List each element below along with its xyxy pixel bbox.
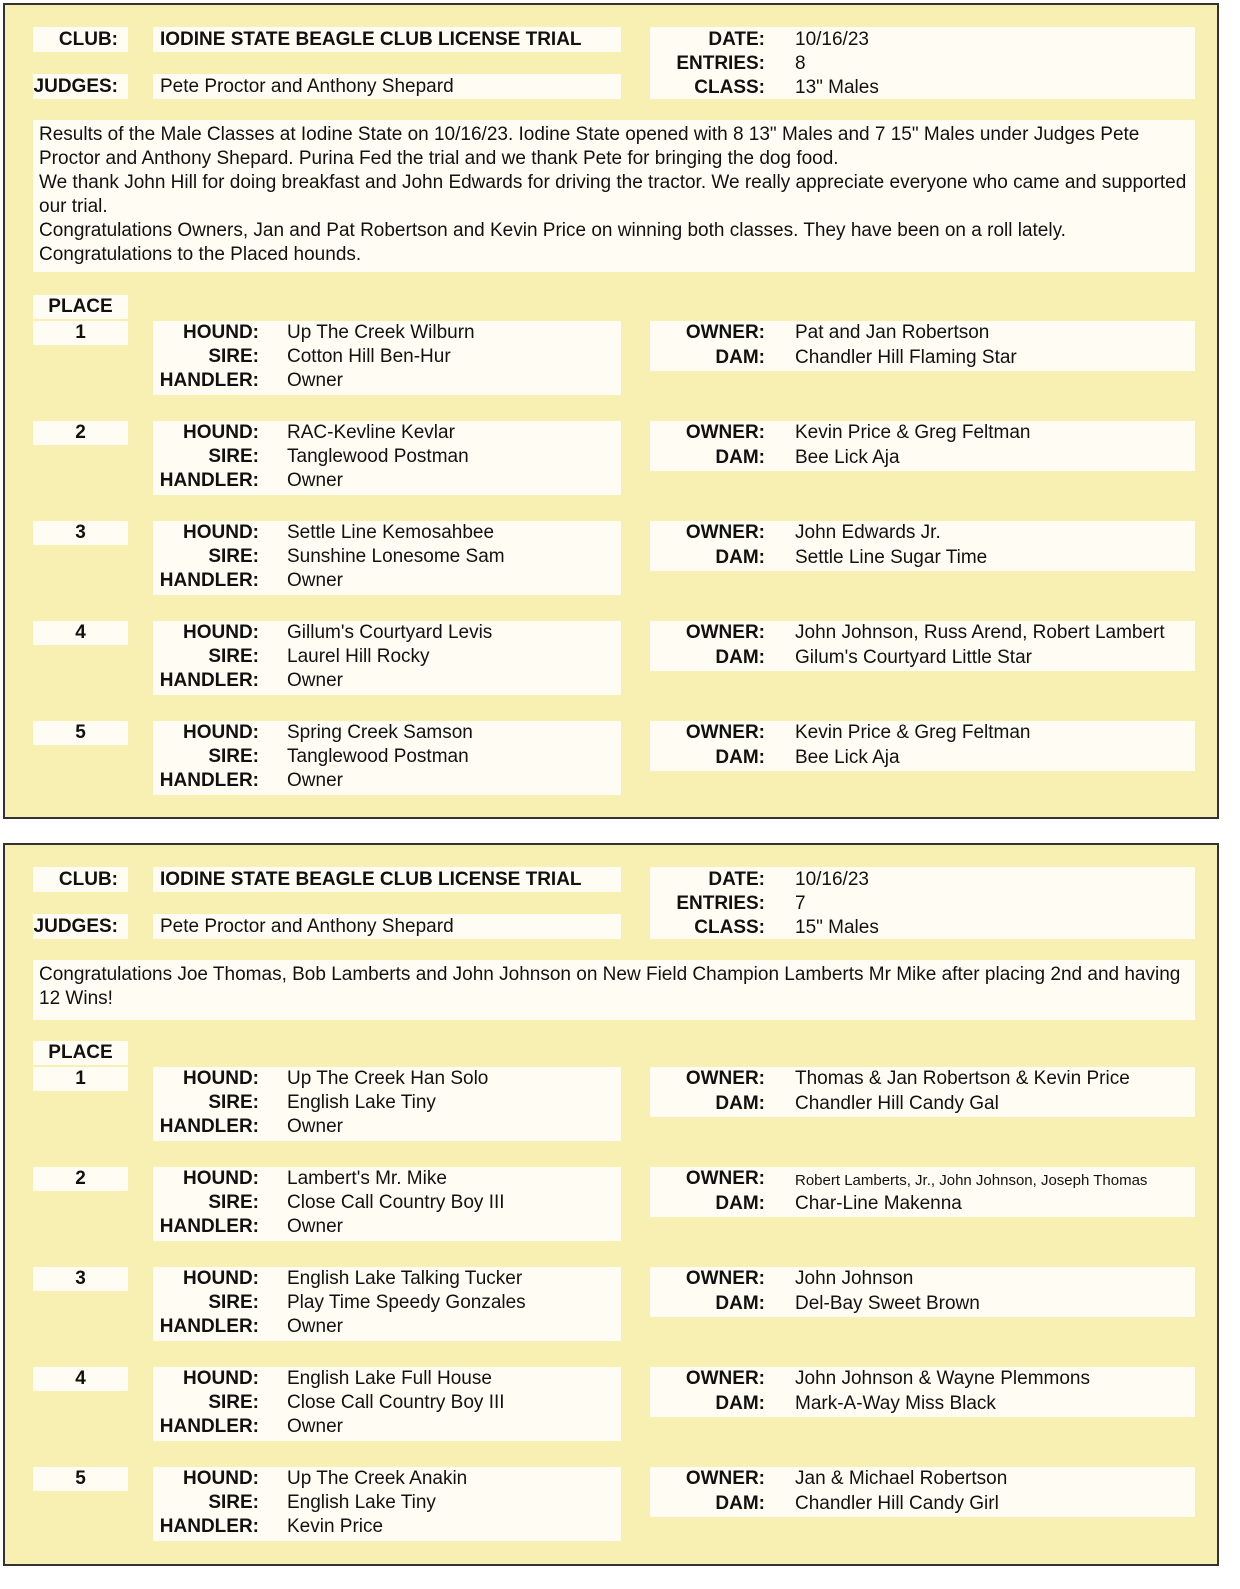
sire-value: Close Call Country Boy III [287,1192,505,1213]
class-label: CLASS: [694,917,765,938]
owner-info-box [650,721,1195,771]
sire-value: Tanglewood Postman [287,746,469,767]
handler-row [153,1416,621,1440]
hound-row [153,1068,621,1092]
trial-info-box [650,27,1195,99]
judges-label-box [33,74,128,99]
handler-row [153,370,621,394]
handler-label: HANDLER: [159,370,259,391]
handler-value: Owner [287,1416,343,1437]
owner-info-box [650,1167,1195,1217]
dam-row [650,1393,1195,1417]
handler-label: HANDLER: [159,1516,259,1537]
hound-info-box [153,1067,621,1141]
owner-label: OWNER: [685,722,765,743]
owner-info-box [650,1067,1195,1117]
club-name: IODINE STATE BEAGLE CLUB LICENSE TRIAL [160,869,582,890]
place-header [33,295,128,319]
announcement-text [33,960,1195,1020]
sire-row [153,1192,621,1216]
place-number [33,321,128,345]
judges-value: Pete Proctor and Anthony Shepard [160,76,454,97]
dam-value: Chandler Hill Candy Gal [795,1093,999,1114]
hound-row [153,1168,621,1192]
sire-label: SIRE: [208,1092,259,1113]
hound-value: English Lake Talking Tucker [287,1268,523,1289]
owner-label: OWNER: [685,422,765,443]
hound-label: HOUND: [183,322,259,343]
owner-label: OWNER: [685,1468,765,1489]
sire-row [153,446,621,470]
hound-label: HOUND: [183,1468,259,1489]
hound-info-box [153,621,621,695]
owner-row [650,1068,1195,1092]
dam-label: DAM: [715,347,765,368]
sire-label: SIRE: [208,546,259,567]
dam-row [650,1293,1195,1317]
club-label: CLUB: [58,29,118,50]
handler-value: Owner [287,570,343,591]
judges-value: Pete Proctor and Anthony Shepard [160,916,454,937]
handler-label: HANDLER: [159,770,259,791]
handler-row [153,470,621,494]
hound-info-box [153,1267,621,1341]
owner-info-box [650,1267,1195,1317]
dam-value: Gilum's Courtyard Little Star [795,647,1032,668]
dam-label: DAM: [715,1393,765,1414]
hound-label: HOUND: [183,722,259,743]
owner-info-box [650,1367,1195,1417]
place-number [33,1267,128,1291]
club-label: CLUB: [58,869,118,890]
handler-value: Owner [287,470,343,491]
owner-value: Robert Lamberts, Jr., John Johnson, Joseph Thomas [795,1172,1148,1189]
handler-value: Owner [287,770,343,791]
announcement-line: Congratulations to the Placed hounds. [39,244,362,265]
owner-info-box [650,1467,1195,1517]
dam-value: Chandler Hill Flaming Star [795,347,1017,368]
dam-row [650,547,1195,571]
entries-value: 8 [795,53,806,74]
dam-label: DAM: [715,1493,765,1514]
owner-row [650,522,1195,546]
sire-row [153,1392,621,1416]
dam-label: DAM: [715,447,765,468]
handler-row [153,770,621,794]
club-name-box [153,27,621,52]
sire-value: Close Call Country Boy III [287,1392,505,1413]
owner-row [650,722,1195,746]
owner-info-box [650,521,1195,571]
handler-row [153,1516,621,1540]
hound-row [153,322,621,346]
sire-label: SIRE: [208,1492,259,1513]
judges-box [153,914,621,939]
hound-value: RAC-Kevline Kevlar [287,422,455,443]
owner-label: OWNER: [685,1168,765,1189]
place-label: PLACE [48,1042,113,1063]
hound-info-box [153,321,621,395]
announcement-line: Congratulations Joe Thomas, Bob Lamberts and John Johnson on New Field Champion Lamberts Mr Mike after placing 2nd and having 12 Wins! [39,964,1181,1009]
sire-row [153,1292,621,1316]
hound-row [153,1268,621,1292]
dam-row [650,747,1195,771]
owner-info-box [650,621,1195,671]
dam-row [650,1493,1195,1517]
announcement-line: Results of the Male Classes at Iodine State on 10/16/23. Iodine State opened with 8 13" Males and 7 15" Males under Judges Pete Proctor and Anthony Shepard. Purina Fed the trial and we thank Pete for bringing the dog food. [39,124,1140,169]
sire-value: English Lake Tiny [287,1492,436,1513]
place-number [33,1167,128,1191]
place-value: 2 [75,1168,86,1189]
owner-value: John Johnson, Russ Arend, Robert Lambert [795,622,1165,643]
sire-label: SIRE: [208,1392,259,1413]
owner-row [650,622,1195,646]
handler-value: Owner [287,370,343,391]
place-label: PLACE [48,296,113,317]
hound-row [153,1468,621,1492]
owner-value: Thomas & Jan Robertson & Kevin Price [795,1068,1130,1089]
results-panel-1 [3,3,1219,819]
hound-value: Settle Line Kemosahbee [287,522,495,543]
sire-row [153,546,621,570]
sire-label: SIRE: [208,1292,259,1313]
handler-label: HANDLER: [159,470,259,491]
owner-label: OWNER: [685,622,765,643]
date-row [650,869,1195,893]
entries-value: 7 [795,893,806,914]
judges-label: JUDGES: [33,76,118,97]
class-value: 13" Males [795,77,879,98]
place-value: 1 [75,1068,86,1089]
sire-label: SIRE: [208,446,259,467]
owner-label: OWNER: [685,1068,765,1089]
hound-row [153,622,621,646]
owner-label: OWNER: [685,522,765,543]
sire-row [153,646,621,670]
place-value: 5 [75,722,86,743]
hound-label: HOUND: [183,622,259,643]
owner-label: OWNER: [685,1268,765,1289]
owner-value: Kevin Price & Greg Feltman [795,422,1031,443]
entries-row [650,893,1195,917]
handler-row [153,570,621,594]
results-panel-2 [3,843,1219,1566]
entries-label: ENTRIES: [676,893,765,914]
place-value: 2 [75,422,86,443]
handler-label: HANDLER: [159,1316,259,1337]
dam-label: DAM: [715,1093,765,1114]
dam-value: Bee Lick Aja [795,447,900,468]
hound-label: HOUND: [183,1168,259,1189]
hound-value: Spring Creek Samson [287,722,473,743]
place-value: 1 [75,322,86,343]
hound-value: Up The Creek Anakin [287,1468,468,1489]
hound-info-box [153,721,621,795]
place-number [33,1367,128,1391]
class-value: 15" Males [795,917,879,938]
sire-row [153,1092,621,1116]
sire-label: SIRE: [208,346,259,367]
dam-row [650,1093,1195,1117]
handler-row [153,1116,621,1140]
announcement-text [33,120,1195,272]
owner-info-box [650,321,1195,371]
owner-row [650,322,1195,346]
date-row [650,29,1195,53]
entries-label: ENTRIES: [676,53,765,74]
place-number [33,1067,128,1091]
class-row [650,917,1195,941]
handler-label: HANDLER: [159,1416,259,1437]
handler-label: HANDLER: [159,670,259,691]
handler-label: HANDLER: [159,1116,259,1137]
handler-row [153,1216,621,1240]
owner-row [650,1268,1195,1292]
sire-value: Laurel Hill Rocky [287,646,430,667]
place-number [33,1467,128,1491]
entries-row [650,53,1195,77]
hound-row [153,722,621,746]
judges-label-box [33,914,128,939]
date-value: 10/16/23 [795,869,869,890]
hound-value: Up The Creek Wilburn [287,322,475,343]
sire-row [153,346,621,370]
place-value: 4 [75,622,86,643]
owner-value: John Johnson [795,1268,914,1289]
place-header [33,1041,128,1065]
owner-value: John Johnson & Wayne Plemmons [795,1368,1091,1389]
sire-row [153,1492,621,1516]
sire-value: Cotton Hill Ben-Hur [287,346,451,367]
sire-value: English Lake Tiny [287,1092,436,1113]
dam-value: Chandler Hill Candy Girl [795,1493,999,1514]
owner-label: OWNER: [685,322,765,343]
place-value: 3 [75,522,86,543]
dam-label: DAM: [715,1293,765,1314]
sire-value: Sunshine Lonesome Sam [287,546,505,567]
judges-label: JUDGES: [33,916,118,937]
dam-row [650,347,1195,371]
owner-value: Kevin Price & Greg Feltman [795,722,1031,743]
dam-row [650,647,1195,671]
sire-value: Play Time Speedy Gonzales [287,1292,526,1313]
date-value: 10/16/23 [795,29,869,50]
place-value: 4 [75,1368,86,1389]
place-number [33,421,128,445]
hound-value: Gillum's Courtyard Levis [287,622,493,643]
owner-value: Jan & Michael Robertson [795,1468,1008,1489]
handler-value: Owner [287,1316,343,1337]
dam-row [650,447,1195,471]
hound-info-box [153,521,621,595]
owner-row [650,1168,1195,1192]
hound-value: Lambert's Mr. Mike [287,1168,447,1189]
handler-value: Owner [287,1216,343,1237]
handler-label: HANDLER: [159,570,259,591]
place-value: 5 [75,1468,86,1489]
dam-label: DAM: [715,747,765,768]
hound-label: HOUND: [183,422,259,443]
owner-row [650,422,1195,446]
hound-value: Up The Creek Han Solo [287,1068,489,1089]
hound-row [153,1368,621,1392]
hound-label: HOUND: [183,1268,259,1289]
announcement-line: Congratulations Owners, Jan and Pat Robertson and Kevin Price on winning both classes. They have been on a roll lately. [39,220,1066,241]
owner-label: OWNER: [685,1368,765,1389]
trial-info-box [650,867,1195,939]
hound-label: HOUND: [183,1068,259,1089]
club-label-box [33,867,128,892]
dam-label: DAM: [715,1193,765,1214]
hound-row [153,522,621,546]
handler-label: HANDLER: [159,1216,259,1237]
place-number [33,521,128,545]
dam-value: Settle Line Sugar Time [795,547,988,568]
club-name-box [153,867,621,892]
place-number [33,621,128,645]
sire-row [153,746,621,770]
handler-value: Kevin Price [287,1516,384,1537]
hound-info-box [153,421,621,495]
class-label: CLASS: [694,77,765,98]
place-value: 3 [75,1268,86,1289]
sire-label: SIRE: [208,1192,259,1213]
hound-label: HOUND: [183,1368,259,1389]
sire-label: SIRE: [208,746,259,767]
class-row [650,77,1195,101]
handler-value: Owner [287,670,343,691]
dam-row [650,1193,1195,1217]
handler-row [153,1316,621,1340]
owner-info-box [650,421,1195,471]
dam-value: Del-Bay Sweet Brown [795,1293,980,1314]
owner-value: Pat and Jan Robertson [795,322,990,343]
handler-row [153,670,621,694]
hound-row [153,422,621,446]
dam-value: Char-Line Makenna [795,1193,962,1214]
owner-value: John Edwards Jr. [795,522,941,543]
handler-value: Owner [287,1116,343,1137]
hound-info-box [153,1367,621,1441]
sire-label: SIRE: [208,646,259,667]
place-number [33,721,128,745]
hound-info-box [153,1167,621,1241]
sire-value: Tanglewood Postman [287,446,469,467]
club-label-box [33,27,128,52]
dam-value: Mark-A-Way Miss Black [795,1393,996,1414]
date-label: DATE: [708,869,765,890]
hound-label: HOUND: [183,522,259,543]
date-label: DATE: [708,29,765,50]
dam-label: DAM: [715,647,765,668]
club-name: IODINE STATE BEAGLE CLUB LICENSE TRIAL [160,29,582,50]
owner-row [650,1468,1195,1492]
hound-info-box [153,1467,621,1541]
dam-value: Bee Lick Aja [795,747,900,768]
announcement-line: We thank John Hill for doing breakfast and John Edwards for driving the tractor. We really appreciate everyone who came and supported our trial. [39,172,1187,217]
owner-row [650,1368,1195,1392]
hound-value: English Lake Full House [287,1368,492,1389]
judges-box [153,74,621,99]
dam-label: DAM: [715,547,765,568]
